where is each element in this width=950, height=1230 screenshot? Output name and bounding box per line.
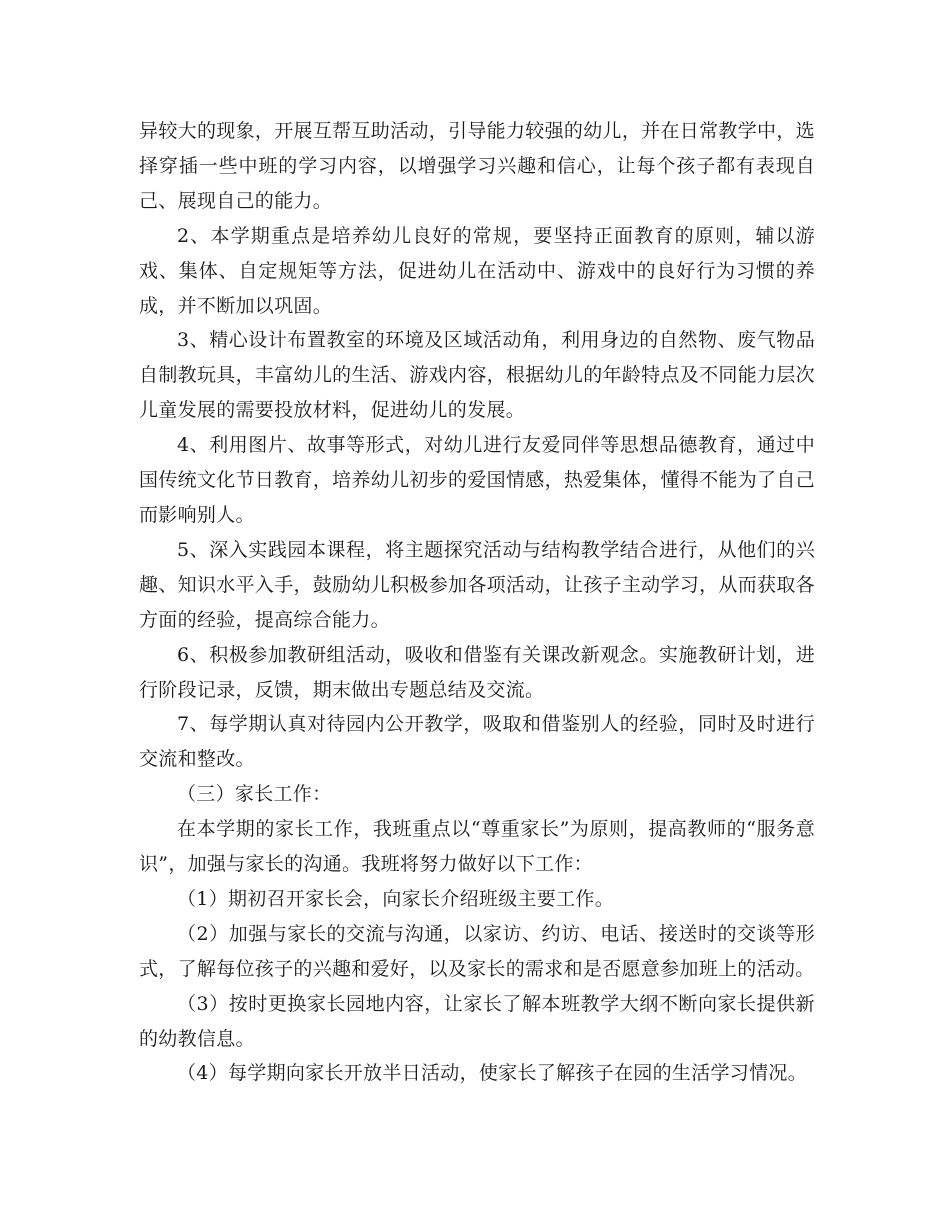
paragraph-continuation: 异较大的现象，开展互帮互助活动，引导能力较强的幼儿，并在日常教学中，选择穿插一些中班的学习内容，以增强学习兴趣和信心，让每个孩子都有表现自己、展现自己的能力。	[139, 120, 815, 212]
section-heading-parent-work: （三）家长工作：	[177, 783, 332, 806]
paragraph-item-7: 7、每学期认真对待园内公开教学，吸取和借鉴别人的经验，同时及时进行交流和整改。	[139, 713, 815, 771]
paragraph-item-5: 5、深入实践园本课程，将主题探究活动与结构教学结合进行，从他们的兴趣、知识水平入手，鼓励幼儿积极参加各项活动，让孩子主动学习，从而获取各方面的经验，提高综合能力。	[139, 538, 815, 631]
paragraph-parent-intro: 在本学期的家长工作，我班重点以“尊重家长”为原则，提高教师的“服务意识”，加强与家长的沟通。我班将努力做好以下工作：	[139, 818, 815, 876]
paragraph-item-6: 6、积极参加教研组活动，吸收和借鉴有关课改新观念。实施教研计划，进行阶段记录，反馈，期末做出专题总结及交流。	[139, 643, 815, 701]
paragraph-parent-item-1: （1）期初召开家长会，向家长介绍班级主要工作。	[177, 887, 614, 910]
document-body	[139, 114, 815, 1091]
paragraph-item-4: 4、利用图片、故事等形式，对幼儿进行友爱同伴等思想品德教育，通过中国传统文化节日教育，培养幼儿初步的爱国情感，热爱集体，懂得不能为了自己而影响别人。	[139, 434, 815, 526]
paragraph-item-3: 3、精心设计布置教室的环境及区域活动角，利用身边的自然物、废气物品自制教玩具，丰富幼儿的生活、游戏内容，根据幼儿的年龄特点及不同能力层次儿童发展的需要投放材料，促进幼儿的发展。	[139, 329, 815, 422]
paragraph-parent-item-4: （4）每学期向家长开放半日活动，使家长了解孩子在园的生活学习情况。	[177, 1062, 807, 1085]
paragraph-parent-item-3: （3）按时更换家长园地内容，让家长了解本班教学大纲不断向家长提供新的幼教信息。	[139, 992, 815, 1050]
paragraph-item-2: 2、本学期重点是培养幼儿良好的常规，要坚持正面教育的原则，辅以游戏、集体、自定规矩等方法，促进幼儿在活动中、游戏中的良好行为习惯的养成，并不断加以巩固。	[139, 224, 815, 317]
paragraph-parent-item-2: （2）加强与家长的交流与沟通，以家访、约访、电话、接送时的交谈等形式，了解每位孩子的兴趣和爱好，以及家长的需求和是否愿意参加班上的活动。	[139, 922, 815, 980]
